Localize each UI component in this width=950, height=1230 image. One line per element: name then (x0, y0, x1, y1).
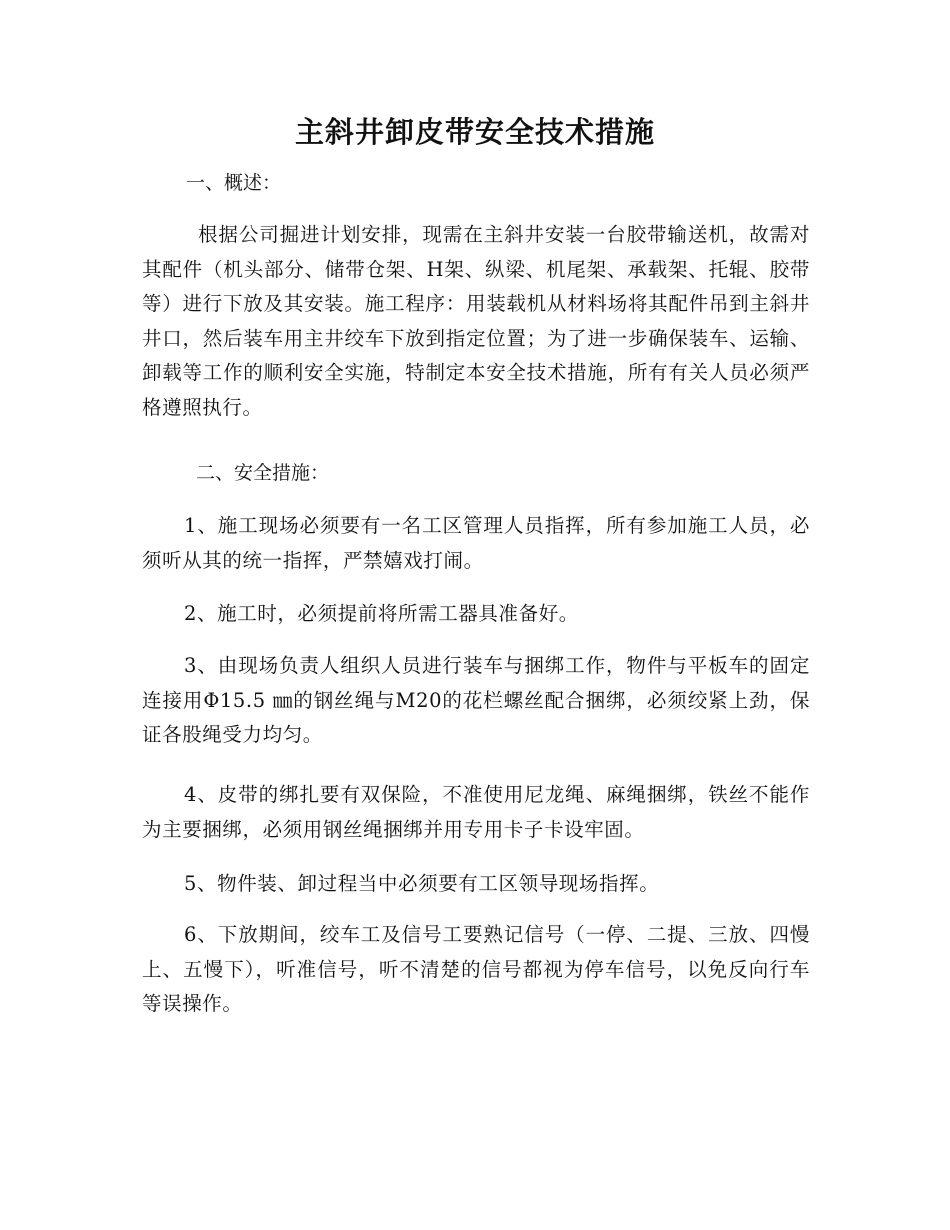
safety-item-3: 3、由现场负责人组织人员进行装车与捆绑工作，物件与平板车的固定连接用Φ15.5 ㎜的钢丝绳与M20的花栏螺丝配合捆绑，必须绞紧上劲，保证各股绳受力均匀。 (142, 654, 810, 746)
safety-item-4: 4、皮带的绑扎要有双保险，不准使用尼龙绳、麻绳捆绑，铁丝不能作为主要捆绑，必须用钢丝绳捆绑并用专用卡子卡设牢固。 (142, 783, 810, 841)
safety-item-5: 5、物件装、卸过程当中必须要有工区领导现场指挥。 (184, 872, 660, 895)
safety-item-2: 2、施工时，必须提前将所需工器具准备好。 (184, 602, 579, 625)
safety-item-6: 6、下放期间，绞车工及信号工要熟记信号（一停、二提、三放、四慢上、五慢下），听准信号，听不清楚的信号都视为停车信号，以免反向行车等误操作。 (142, 923, 810, 1015)
overview-paragraph: 根据公司掘进计划安排，现需在主斜井安装一台胶带输送机，故需对其配件（机头部分、储带仓架、H架、纵梁、机尾架、承载架、托辊、胶带等）进行下放及其安装。施工程序：用装载机从材料场将其配件吊到主斜井井口，然后装车用主井绞车下放到指定位置；为了进一步确保装车、运输、卸载等工作的顺利安全实施，特制定本安全技术措施，所有有关人员必须严格遵照执行。 (142, 223, 810, 419)
section-heading-safety-measures: 二、安全措施： (196, 462, 330, 484)
safety-item-1: 1、施工现场必须要有一名工区管理人员指挥，所有参加施工人员，必须听从其的统一指挥，严禁嬉戏打闹。 (142, 514, 810, 572)
section-heading-overview: 一、概述： (186, 172, 282, 194)
document-title: 主斜井卸皮带安全技术措施 (294, 115, 655, 149)
